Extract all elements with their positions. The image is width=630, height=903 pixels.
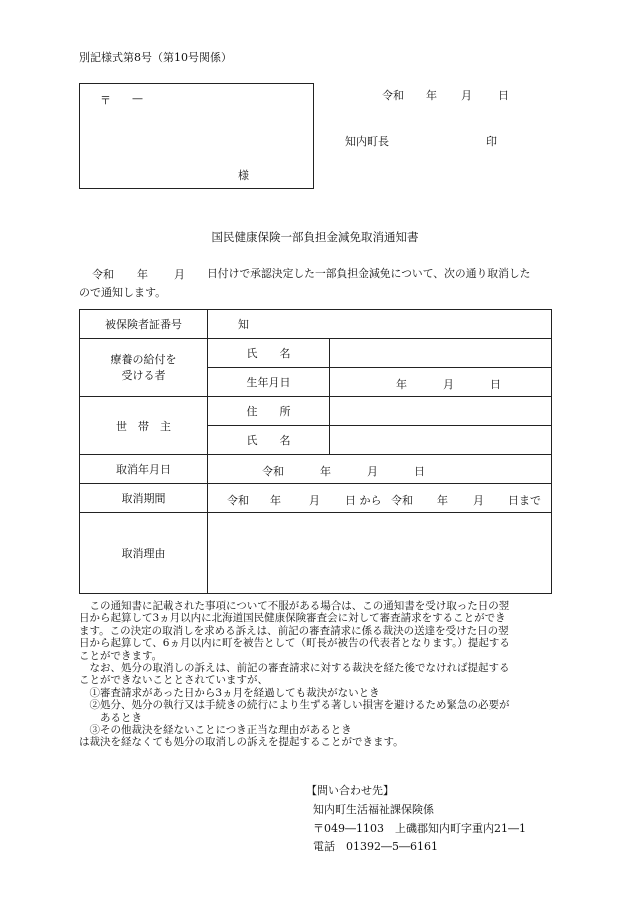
insured-number-label: 被保険者証番号 — [80, 310, 208, 339]
intro-body: 日付けで承認決定した一部負担金減免について、次の通り取消した — [207, 267, 531, 280]
note-line: あるとき — [79, 711, 142, 724]
insured-number-field[interactable] — [208, 310, 552, 339]
recipient-label-2: 受ける者 — [121, 368, 166, 382]
cancel-date-day: 日 — [414, 465, 425, 478]
table-row — [80, 484, 552, 513]
birth-day: 日 — [490, 378, 501, 391]
form-reference: 別記様式第8号（第10号関係） — [79, 51, 232, 64]
intro-year: 年 — [137, 268, 148, 281]
seal-mark: 印 — [486, 135, 497, 148]
birthdate-label: 生年月日 — [208, 368, 330, 397]
note-line: ②処分、処分の執行又は手続きの続行により生ずる著しい損害を避けるため緊急の必要が — [79, 699, 510, 712]
note-line: ことができます。 — [79, 649, 163, 662]
honorific-sama: 様 — [238, 169, 249, 182]
cancel-reason-field[interactable] — [208, 513, 552, 594]
table-row — [80, 339, 552, 368]
insured-prefix: 知 — [238, 318, 249, 331]
note-line: ます。この決定の取消しを求める訴えは、前記の審査請求に係る裁決の送達を受けた日の翌 — [79, 624, 509, 637]
householder-address-field[interactable] — [330, 397, 552, 426]
postal-mark: 〒 — [100, 94, 111, 107]
cancel-period-label: 取消期間 — [80, 484, 208, 513]
householder-name-field[interactable] — [330, 426, 552, 455]
period-end-year: 年 — [437, 494, 448, 507]
notice-table — [79, 309, 552, 594]
period-end-month: 月 — [473, 494, 484, 507]
cancel-date-era: 令和 — [262, 465, 284, 478]
date-day: 日 — [498, 89, 509, 102]
address-box[interactable] — [79, 83, 314, 189]
document-title: 国民健康保険一部負担金減免取消通知書 — [211, 230, 419, 244]
birth-year: 年 — [396, 378, 407, 391]
note-line: ことができないこととされていますが、 — [79, 674, 268, 687]
period-end-era: 令和 — [391, 494, 413, 507]
table-row — [80, 310, 552, 339]
period-end-day: 日まで — [508, 494, 541, 507]
note-line: ①審査請求があった日から3ヵ月を経過しても裁決がないとき — [79, 686, 380, 699]
birthdate-field[interactable] — [330, 368, 552, 397]
householder-name-label: 氏 名 — [208, 426, 330, 455]
note-line: ③その他裁決を経ないことにつき正当な理由があるとき — [79, 724, 352, 737]
cancel-reason-label: 取消理由 — [80, 513, 208, 594]
intro-month: 月 — [174, 268, 185, 281]
period-start-month: 月 — [309, 494, 320, 507]
birth-month: 月 — [443, 378, 454, 391]
cancel-date-year: 年 — [320, 465, 331, 478]
cancel-date-label: 取消年月日 — [80, 455, 208, 484]
note-line: この通知書に記載された事項について不服がある場合は、この通知書を受け取った日の翌 — [79, 600, 510, 612]
date-month: 月 — [461, 89, 472, 102]
intro-body-2: ので通知します。 — [79, 286, 167, 299]
note-line: は裁決を経なくても処分の取消しの訴えを提起することができます。 — [79, 736, 404, 749]
cancel-date-field[interactable] — [208, 455, 552, 484]
table-row — [80, 397, 552, 426]
period-start-day: 日 から — [345, 494, 382, 507]
householder-address-label: 住 所 — [208, 397, 330, 426]
recipient-name-label: 氏 名 — [208, 339, 330, 368]
date-era: 令和 — [382, 89, 404, 102]
cancel-period-field[interactable] — [208, 484, 552, 513]
period-start-year: 年 — [270, 494, 281, 507]
note-line: なお、処分の取消しの訴えは、前記の審査請求に対する裁決を経た後でなければ提起する — [79, 662, 510, 675]
intro-era: 令和 — [92, 268, 114, 281]
postal-dash: — — [132, 92, 143, 105]
appeal-notes — [79, 600, 555, 749]
recipient-label-1: 療養の給付を — [110, 352, 177, 366]
householder-label: 世 帯 主 — [80, 397, 208, 455]
table-row — [80, 513, 552, 594]
note-line: 日から起算して3ヵ月以内に北海道国民健康保険審査会に対して審査請求をすることができ — [79, 612, 506, 625]
cancel-date-month: 月 — [367, 465, 378, 478]
recipient-name-field[interactable] — [330, 339, 552, 368]
period-start-era: 令和 — [227, 494, 249, 507]
contact-dept: 知内町生活福祉課保険係 — [313, 803, 434, 816]
note-line: 日から起算して、6ヵ月以内に町を被告として（町長が被告の代表者となります。）提起する — [79, 637, 510, 650]
issuer-title: 知内町長 — [345, 135, 389, 148]
contact-address: 〒049―1103 上磯郡知内町字重内21―1 — [313, 822, 526, 835]
date-year: 年 — [426, 89, 437, 102]
table-row — [80, 455, 552, 484]
contact-heading: 【問い合わせ先】 — [306, 784, 394, 797]
contact-phone: 電話 01392―5―6161 — [313, 840, 438, 853]
recipient-label — [80, 339, 208, 397]
